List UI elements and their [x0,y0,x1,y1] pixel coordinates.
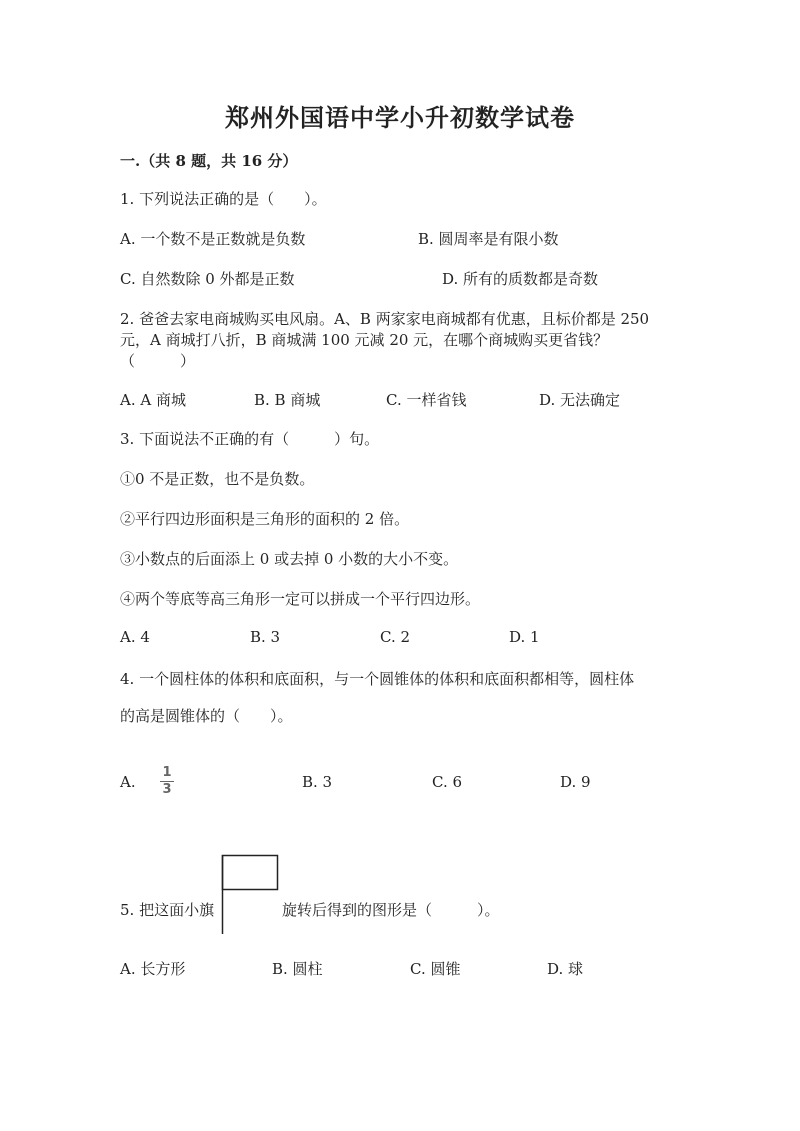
question-3-option-c: C. 2 [380,628,411,646]
question-4-option-d: D. 9 [560,773,591,791]
fraction-denominator: 3 [162,782,172,797]
question-1-option-a: A. 一个数不是正数就是负数 [120,230,306,248]
question-5-option-b: B. 圆柱 [272,960,323,978]
question-5-stem-before: 5. 把这面小旗 [120,901,215,919]
question-5-option-a: A. 长方形 [120,960,186,978]
question-3-option-d: D. 1 [509,628,540,646]
section-heading: 一.（共 8 题，共 16 分） [120,152,298,170]
question-3-statement-2: ②平行四边形面积是三角形的面积的 2 倍。 [120,510,410,528]
question-2-stem-line2: 元，A 商城打八折，B 商城满 100 元减 20 元，在哪个商城购买更省钱？ [120,331,609,349]
question-4-option-a-label: A. [120,773,136,791]
question-5-option-c: C. 圆锥 [410,960,461,978]
question-3-stem: 3. 下面说法不正确的有（ ）句。 [120,430,380,448]
question-2-option-a: A. A 商城 [120,391,186,409]
question-1-option-c: C. 自然数除 0 外都是正数 [120,270,295,288]
question-4-option-a-fraction [160,766,174,797]
question-3-option-a: A. 4 [120,628,150,646]
question-3-statement-4: ④两个等底等高三角形一定可以拼成一个平行四边形。 [120,590,481,608]
question-1-stem: 1. 下列说法正确的是（ ）。 [120,190,327,208]
question-4-option-b: B. 3 [302,773,333,791]
question-4-stem-line1: 4. 一个圆柱体的体积和底面积，与一个圆锥体的体积和底面积都相等，圆柱体 [120,670,635,688]
flag-cloth [223,856,278,890]
page-title: 郑州外国语中学小升初数学试卷 [225,103,575,132]
question-2-stem-line3: （ ） [120,352,196,370]
question-3-statement-3: ③小数点的后面添上 0 或去掉 0 小数的大小不变。 [120,550,459,568]
question-5-stem-after: 旋转后得到的图形是（ ）。 [282,901,500,919]
fraction-numerator: 1 [162,765,172,780]
question-2-stem-line1: 2. 爸爸去家电商城购买电风扇。A、B 两家家电商城都有优惠，且标价都是 250 [120,310,650,328]
question-3-statement-1: ①0 不是正数，也不是负数。 [120,470,315,488]
question-1-option-d: D. 所有的质数都是奇数 [442,270,599,288]
question-2-option-b: B. B 商城 [254,391,321,409]
question-4-stem-line2: 的高是圆锥体的（ ）。 [120,707,293,725]
question-2-option-c: C. 一样省钱 [386,391,467,409]
question-2-option-d: D. 无法确定 [539,391,621,409]
question-3-option-b: B. 3 [250,628,281,646]
question-4-option-c: C. 6 [432,773,463,791]
question-1-option-b: B. 圆周率是有限小数 [418,230,559,248]
question-5-option-d: D. 球 [547,960,584,978]
